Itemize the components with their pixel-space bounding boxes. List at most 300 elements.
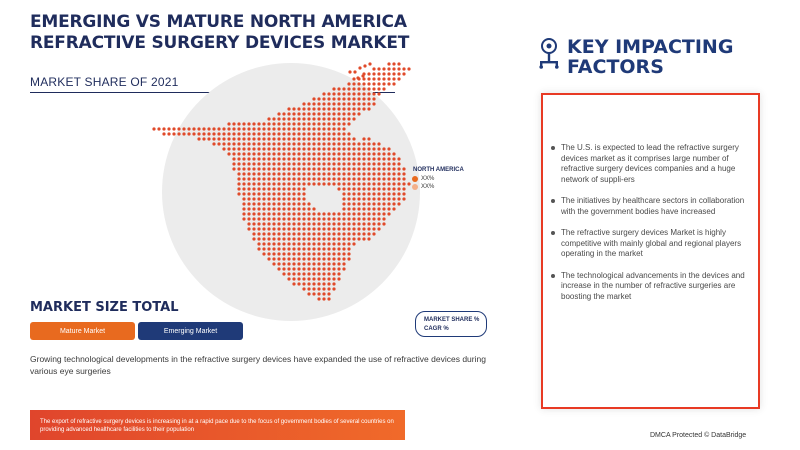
map-dot <box>237 157 240 160</box>
map-dot <box>332 117 335 120</box>
map-dot <box>312 282 315 285</box>
map-dot <box>247 192 250 195</box>
map-dot <box>327 267 330 270</box>
map-dot <box>267 202 270 205</box>
map-dot <box>292 117 295 120</box>
map-dot <box>362 162 365 165</box>
map-dot <box>257 122 260 125</box>
map-dot <box>377 217 380 220</box>
map-dot <box>292 257 295 260</box>
map-dot <box>232 127 235 130</box>
map-dot <box>322 162 325 165</box>
map-dot <box>362 107 365 110</box>
map-dot <box>272 142 275 145</box>
map-dot <box>282 157 285 160</box>
map-dot <box>332 152 335 155</box>
map-dot <box>332 92 335 95</box>
map-dot <box>222 147 225 150</box>
map-dot <box>262 207 265 210</box>
map-dot <box>327 112 330 115</box>
map-dot <box>332 167 335 170</box>
legend-label: XX% <box>421 184 435 190</box>
map-dot <box>242 212 245 215</box>
map-dot <box>357 147 360 150</box>
map-dot <box>312 172 315 175</box>
map-dot <box>302 287 305 290</box>
map-dot <box>362 102 365 105</box>
map-dot <box>337 227 340 230</box>
map-dot <box>277 117 280 120</box>
map-dot <box>292 152 295 155</box>
map-dot <box>272 257 275 260</box>
map-dot <box>307 242 310 245</box>
map-dot <box>312 212 315 215</box>
map-dot <box>332 272 335 275</box>
map-dot <box>302 202 305 205</box>
map-dot <box>367 177 370 180</box>
map-dot <box>292 107 295 110</box>
map-dot <box>292 247 295 250</box>
map-dot <box>372 207 375 210</box>
map-dot <box>352 212 355 215</box>
map-dot <box>337 257 340 260</box>
map-dot <box>392 187 395 190</box>
map-dot <box>387 62 390 65</box>
map-dot <box>352 137 355 140</box>
map-dot <box>382 152 385 155</box>
map-dot <box>222 127 225 130</box>
map-dot <box>307 152 310 155</box>
map-dot <box>317 147 320 150</box>
map-dot <box>342 227 345 230</box>
map-dot <box>307 277 310 280</box>
map-dot <box>367 77 370 80</box>
map-dot <box>317 182 320 185</box>
map-dot <box>342 137 345 140</box>
map-dot <box>392 77 395 80</box>
map-dot <box>357 87 360 90</box>
map-dot <box>302 132 305 135</box>
map-dot <box>372 217 375 220</box>
map-dot <box>227 142 230 145</box>
map-dot <box>352 177 355 180</box>
key-factors-panel <box>541 93 760 409</box>
map-dot <box>247 207 250 210</box>
map-dot <box>317 172 320 175</box>
map-dot <box>377 192 380 195</box>
map-dot <box>347 177 350 180</box>
map-dot <box>387 82 390 85</box>
map-dot <box>297 282 300 285</box>
map-dot <box>402 67 405 70</box>
map-dot <box>242 152 245 155</box>
map-dot <box>297 217 300 220</box>
map-dot <box>352 102 355 105</box>
map-dot <box>307 132 310 135</box>
map-dot <box>257 237 260 240</box>
map-dot <box>312 152 315 155</box>
map-dot <box>327 92 330 95</box>
map-dot <box>337 142 340 145</box>
map-dot <box>257 212 260 215</box>
map-dot <box>232 142 235 145</box>
map-dot <box>322 147 325 150</box>
map-dot <box>402 172 405 175</box>
map-dot <box>252 152 255 155</box>
map-dot <box>297 212 300 215</box>
map-dot <box>252 142 255 145</box>
page-title: EMERGING VS MATURE NORTH AMERICA REFRACTIVE SURGERY DEVICES MARKET <box>30 12 410 53</box>
map-dot <box>317 287 320 290</box>
map-dot <box>297 147 300 150</box>
map-dot <box>302 157 305 160</box>
map-dot <box>272 192 275 195</box>
map-dot <box>362 202 365 205</box>
map-dot <box>382 87 385 90</box>
map-dot <box>332 287 335 290</box>
map-legend-item <box>412 184 434 190</box>
map-dot <box>292 177 295 180</box>
map-dot <box>187 132 190 135</box>
map-dot <box>402 197 405 200</box>
map-dot <box>297 192 300 195</box>
map-dot <box>322 117 325 120</box>
map-dot <box>357 82 360 85</box>
map-dot <box>317 277 320 280</box>
map-dot <box>342 142 345 145</box>
map-dot <box>347 192 350 195</box>
map-dot <box>347 252 350 255</box>
map-dot <box>277 242 280 245</box>
map-dot <box>392 172 395 175</box>
map-dot <box>317 227 320 230</box>
map-dot <box>367 202 370 205</box>
map-dot <box>332 157 335 160</box>
map-dot <box>292 272 295 275</box>
map-dot <box>307 157 310 160</box>
map-dot <box>337 187 340 190</box>
map-dot <box>337 102 340 105</box>
map-dot <box>267 222 270 225</box>
map-dot <box>327 292 330 295</box>
map-dot <box>377 182 380 185</box>
map-dot <box>357 92 360 95</box>
mature-market-button[interactable]: Mature Market <box>30 322 135 340</box>
map-dot <box>312 227 315 230</box>
dmca-notice: DMCA Protected © DataBridge <box>650 432 747 439</box>
map-dot <box>382 77 385 80</box>
map-dot <box>297 122 300 125</box>
map-dot <box>262 132 265 135</box>
map-dot <box>307 232 310 235</box>
map-dot <box>262 202 265 205</box>
map-dot <box>307 142 310 145</box>
map-dot <box>327 227 330 230</box>
map-dot <box>292 187 295 190</box>
map-dot <box>302 232 305 235</box>
map-dot <box>332 242 335 245</box>
map-dot <box>352 92 355 95</box>
map-dot <box>322 92 325 95</box>
map-dot <box>337 92 340 95</box>
map-dot <box>337 162 340 165</box>
map-dot <box>272 252 275 255</box>
map-dot <box>357 102 360 105</box>
map-dot <box>347 162 350 165</box>
map-dot <box>377 77 380 80</box>
map-dot <box>262 152 265 155</box>
map-dot <box>267 242 270 245</box>
map-dot <box>252 157 255 160</box>
map-dot <box>332 162 335 165</box>
map-dot <box>382 82 385 85</box>
map-dot <box>362 217 365 220</box>
map-dot <box>302 282 305 285</box>
map-dot <box>352 182 355 185</box>
map-dot <box>277 202 280 205</box>
map-dot <box>377 87 380 90</box>
map-dot <box>317 262 320 265</box>
map-dot <box>382 147 385 150</box>
map-dot <box>282 132 285 135</box>
map-dot <box>282 237 285 240</box>
map-dot <box>287 237 290 240</box>
map-dot <box>302 247 305 250</box>
map-dot <box>372 102 375 105</box>
map-dot <box>267 212 270 215</box>
map-dot <box>337 157 340 160</box>
map-dot <box>262 192 265 195</box>
map-dot <box>362 87 365 90</box>
map-dot <box>297 177 300 180</box>
map-dot <box>392 182 395 185</box>
map-dot <box>332 277 335 280</box>
map-dot <box>267 197 270 200</box>
map-dot <box>267 127 270 130</box>
map-dot <box>317 222 320 225</box>
map-dot <box>397 62 400 65</box>
map-dot <box>282 202 285 205</box>
map-dot <box>342 257 345 260</box>
map-dot <box>272 132 275 135</box>
map-dot <box>367 192 370 195</box>
map-dot <box>387 207 390 210</box>
map-dot <box>402 192 405 195</box>
map-dot <box>292 167 295 170</box>
map-dot <box>267 207 270 210</box>
map-dot <box>282 187 285 190</box>
map-dot <box>357 142 360 145</box>
map-dot <box>247 132 250 135</box>
map-dot <box>257 172 260 175</box>
map-dot <box>357 222 360 225</box>
map-dot <box>387 162 390 165</box>
map-dot <box>382 197 385 200</box>
list-item: The technological advancements in the devices and increase in the number of refractive surgeries are boosting the market <box>551 271 751 303</box>
key-factors-icon <box>536 37 562 69</box>
map-dot <box>317 272 320 275</box>
map-dot <box>287 252 290 255</box>
map-dot <box>232 132 235 135</box>
map-dot <box>347 172 350 175</box>
map-dot <box>347 202 350 205</box>
map-dot <box>347 142 350 145</box>
map-dot <box>332 212 335 215</box>
map-dot <box>297 257 300 260</box>
map-dot <box>402 182 405 185</box>
map-dot <box>272 212 275 215</box>
map-dot <box>277 112 280 115</box>
map-dot <box>397 192 400 195</box>
map-dot <box>317 167 320 170</box>
map-dot <box>377 167 380 170</box>
map-dot <box>327 122 330 125</box>
map-dot <box>332 217 335 220</box>
map-dot <box>337 117 340 120</box>
map-dot <box>332 222 335 225</box>
map-dot <box>387 172 390 175</box>
map-dot <box>382 187 385 190</box>
map-dot <box>387 167 390 170</box>
map-dot <box>357 167 360 170</box>
map-dot <box>337 212 340 215</box>
map-dot <box>282 262 285 265</box>
map-dot <box>332 247 335 250</box>
map-dot <box>252 212 255 215</box>
map-dot <box>332 237 335 240</box>
map-dot <box>247 147 250 150</box>
map-dot <box>287 227 290 230</box>
map-dot <box>242 202 245 205</box>
map-dot <box>337 232 340 235</box>
map-dot <box>327 237 330 240</box>
map-dot <box>322 227 325 230</box>
map-dot <box>262 167 265 170</box>
map-dot <box>247 137 250 140</box>
map-dot <box>267 257 270 260</box>
map-dot <box>267 152 270 155</box>
map-dot <box>292 242 295 245</box>
map-dot <box>392 162 395 165</box>
map-dot <box>392 167 395 170</box>
map-dot <box>252 132 255 135</box>
map-dot <box>347 107 350 110</box>
map-dot <box>377 67 380 70</box>
map-dot <box>272 137 275 140</box>
map-dot <box>312 292 315 295</box>
map-dot <box>302 262 305 265</box>
map-dot <box>342 172 345 175</box>
emerging-market-button[interactable]: Emerging Market <box>138 322 243 340</box>
map-dot <box>317 132 320 135</box>
map-dot <box>257 222 260 225</box>
map-dot <box>282 242 285 245</box>
map-dot <box>342 147 345 150</box>
map-dot <box>337 137 340 140</box>
map-dot <box>367 222 370 225</box>
map-dot <box>382 222 385 225</box>
map-dot <box>367 157 370 160</box>
map-dot <box>382 162 385 165</box>
map-dot <box>237 132 240 135</box>
map-dot <box>322 277 325 280</box>
map-dot <box>362 97 365 100</box>
map-dot <box>327 117 330 120</box>
map-dot <box>307 167 310 170</box>
map-dot <box>312 247 315 250</box>
map-dot <box>277 262 280 265</box>
map-dot <box>312 277 315 280</box>
map-dot <box>382 167 385 170</box>
map-dot <box>272 217 275 220</box>
map-dot <box>337 217 340 220</box>
map-dot <box>292 132 295 135</box>
map-dot <box>292 227 295 230</box>
map-dot <box>332 282 335 285</box>
map-dot <box>287 272 290 275</box>
map-dot <box>307 107 310 110</box>
map-dot <box>357 152 360 155</box>
map-dot <box>322 252 325 255</box>
map-dot <box>317 102 320 105</box>
map-dot <box>247 162 250 165</box>
map-dot <box>332 147 335 150</box>
map-dot <box>177 127 180 130</box>
map-dot <box>292 262 295 265</box>
map-dot <box>297 242 300 245</box>
map-dot <box>322 237 325 240</box>
map-dot <box>327 167 330 170</box>
map-dot <box>357 97 360 100</box>
map-dot <box>347 87 350 90</box>
map-dot <box>182 127 185 130</box>
list-item: The U.S. is expected to lead the refractive surgery devices market as it comprises large number of refractive surgery devices companies and a huge network of suppli-ers <box>551 143 751 185</box>
map-dot <box>242 132 245 135</box>
map-dot <box>232 162 235 165</box>
map-dot <box>356 76 359 79</box>
map-dot <box>282 197 285 200</box>
map-dot <box>347 207 350 210</box>
map-dot <box>347 197 350 200</box>
map-dot <box>332 132 335 135</box>
map-dot <box>297 187 300 190</box>
map-dot <box>342 157 345 160</box>
map-dot <box>282 227 285 230</box>
map-dot <box>302 207 305 210</box>
map-dot <box>382 217 385 220</box>
map-dot <box>202 132 205 135</box>
map-dot <box>242 142 245 145</box>
map-dot <box>237 122 240 125</box>
map-dot <box>287 242 290 245</box>
key-factors-title <box>567 37 733 77</box>
map-dot <box>292 277 295 280</box>
map-dot <box>327 182 330 185</box>
map-dot <box>387 202 390 205</box>
map-dot <box>287 247 290 250</box>
map-dot <box>392 62 395 65</box>
map-dot <box>297 207 300 210</box>
map-dot <box>277 227 280 230</box>
map-dot <box>312 157 315 160</box>
map-dot <box>372 157 375 160</box>
map-dot <box>372 147 375 150</box>
map-dot <box>352 187 355 190</box>
map-dot <box>302 222 305 225</box>
map-dot <box>337 252 340 255</box>
map-dot <box>352 242 355 245</box>
map-dot <box>277 162 280 165</box>
